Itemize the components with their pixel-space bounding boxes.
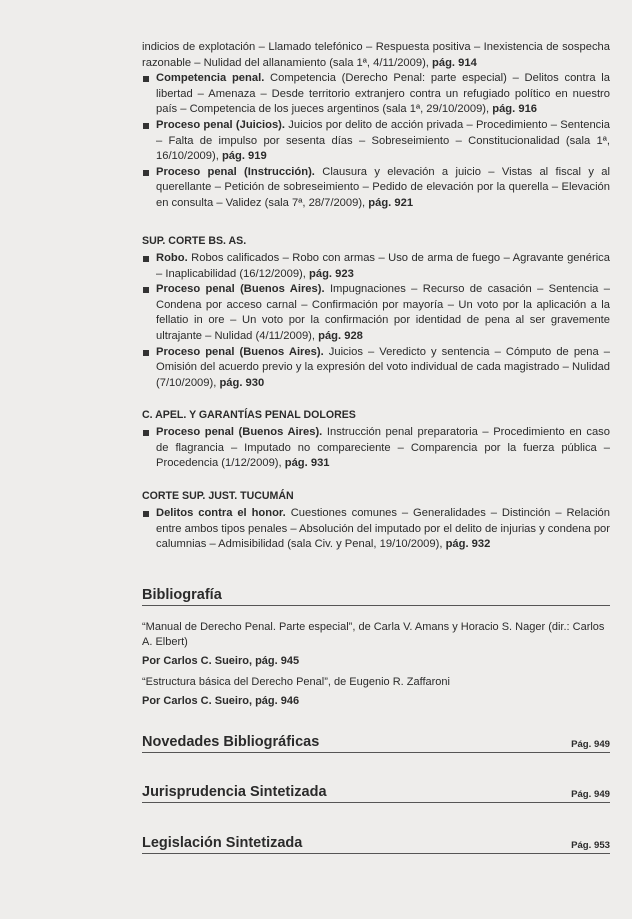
section-title: Novedades Bibliográficas Pág. 949 <box>142 734 610 753</box>
court-block-tucuman <box>142 489 610 553</box>
court-block-dolores <box>142 408 610 472</box>
bib-author: Por Carlos C. Sueiro, pág. 946 <box>142 695 300 707</box>
section-page: Pág. 949 <box>571 789 610 800</box>
legislacion-section <box>142 835 610 854</box>
bib-work: “Estructura básica del Derecho Penal”, de Eugenio R. Zaffaroni <box>142 676 450 688</box>
entry-competencia-penal: Competencia penal. Competencia (Derecho Penal: parte especial) – Delitos contra la libertad – Amenaza – Desde territorio extranjero contra un refugiado político en nuestro país – Competencia de los jueces argentinos (sala 1ª, 29/10/2009), pág. 916 <box>142 71 610 118</box>
bib-author: Por Carlos C. Sueiro, pág. 945 <box>142 655 300 667</box>
entry-robo: Robo. Robos calificados – Robo con armas – Uso de arma de fuego – Agravante genérica – Inaplicabilidad (16/12/2009), pág. 923 <box>142 251 610 282</box>
top-block <box>142 40 610 212</box>
entry-delitos-honor: Delitos contra el honor. Cuestiones comunes – Generalidades – Distinción – Relación entre ambos tipos penales – Absolución del imputado por el delito de injurias y condena por calumnias – Admisibilidad (sala Civ. y Penal, 19/10/2009), pág. 932 <box>142 506 610 553</box>
entry-proceso-penal-ba-3: Proceso penal (Buenos Aires). Instrucción penal preparatoria – Procedimiento en caso de flagrancia – Imputado no compareciente – Comparencia por la fuerza pública – Procedencia (1/12/2009), pág. 931 <box>142 425 610 472</box>
entry-proceso-penal-instruccion: Proceso penal (Instrucción). Clausura y elevación a juicio – Vistas al fiscal y al querellante – Petición de sobreseimiento – Pedido de elevación por la querella – Elevación en consulta – Validez (sala 7ª, 28/7/2009), pág. 921 <box>142 165 610 212</box>
court-heading: SUP. CORTE BS. AS. <box>142 235 247 247</box>
section-title: Legislación Sintetizada Pág. 953 <box>142 835 610 854</box>
court-heading: CORTE SUP. JUST. TUCUMÁN <box>142 490 294 502</box>
entry-proceso-penal-ba-2: Proceso penal (Buenos Aires). Juicios – Veredicto y sentencia – Cómputo de pena – Omisión del acuerdo previo y la expresión del voto individual de cada magistrado – Nulidad (7/10/2009), pág. 930 <box>142 345 610 392</box>
entry-proceso-penal-ba-1: Proceso penal (Buenos Aires). Impugnaciones – Recurso de casación – Sentencia – Condena por acceso carnal – Confirmación por mayoría – Un voto por la aplicación a la fellatio in ore – Un voto por la confirmación por identidad de pena al ser gravemente ultrajante – Nulidad (4/11/2009), pág. 928 <box>142 282 610 344</box>
court-heading: C. APEL. Y GARANTÍAS PENAL DOLORES <box>142 409 356 421</box>
court-block-sup-corte-bs-as <box>142 234 610 391</box>
entry-proceso-penal-juicios: Proceso penal (Juicios). Juicios por delito de acción privada – Procedimiento – Sentencia – Falta de impulso por sesenta días – Sobreseimiento – Constitucionalidad (sala 1ª, 16/10/2009), pág. 919 <box>142 118 610 165</box>
section-page: Pág. 949 <box>571 739 610 750</box>
novedades-section <box>142 734 610 753</box>
section-title: Jurisprudencia Sintetizada Pág. 949 <box>142 784 610 803</box>
section-page: Pág. 953 <box>571 840 610 851</box>
section-title: Bibliografía <box>142 587 610 606</box>
bib-work: “Manual de Derecho Penal. Parte especial”, de Carla V. Amans y Horacio S. Nager (dir.: Carlos A. Elbert) <box>142 621 605 648</box>
entry-continuation: indicios de explotación – Llamado telefónico – Respuesta positiva – Inexistencia de sospecha razonable – Nulidad del allanamiento (sala 1ª, 4/11/2009), pág. 914 <box>142 41 610 69</box>
jurisprudencia-section <box>142 784 610 803</box>
bibliografia-section <box>142 587 610 709</box>
